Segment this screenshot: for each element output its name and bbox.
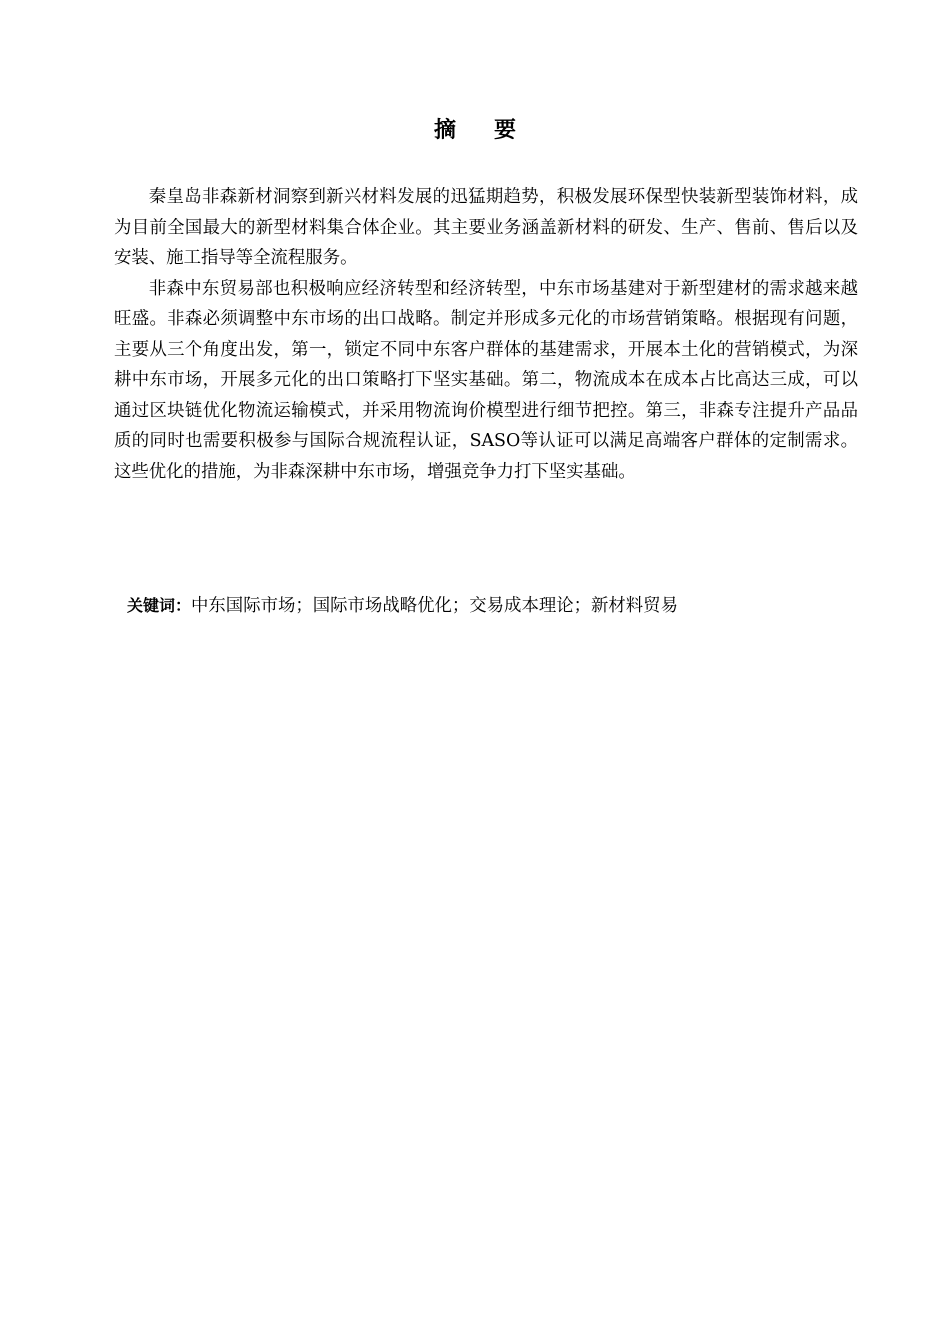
abstract-paragraph-2: 非森中东贸易部也积极响应经济转型和经济转型，中东市场基建对于新型建材的需求越来越旺盛。非森必须调整中东市场的出口战略。制定并形成多元化的市场营销策略。根据现有问题，主要从三个角度出发，第一，锁定不同中东客户群体的基建需求，开展本土化的营销模式，为深耕中东市场，开展多元化的出口策略打下坚实基础。第二，物流成本在成本占比高达三成，可以通过区块链优化物流运输模式，并采用物流询价模型进行细节把控。第三，非森专注提升产品品质的同时也需要积极参与国际合规流程认证，SASO等认证可以满足高端客户群体的定制需求。这些优化的措施，为非森深耕中东市场，增强竞争力打下坚实基础。 <box>114 278 858 482</box>
keywords-label: 关键词： <box>127 596 192 615</box>
keywords-list: 中东国际市场；国际市场战略优化；交易成本理论；新材料贸易 <box>191 596 678 616</box>
keywords-line <box>127 592 847 620</box>
abstract-paragraph-1: 秦皇岛非森新材洞察到新兴材料发展的迅猛期趋势，积极发展环保型快装新型装饰材料，成为目前全国最大的新型材料集合体企业。其主要业务涵盖新材料的研发、生产、售前、售后以及安装、施工指导等全流程服务。 <box>114 187 858 268</box>
abstract-body <box>114 182 858 487</box>
abstract-title: 摘要 <box>433 118 554 143</box>
